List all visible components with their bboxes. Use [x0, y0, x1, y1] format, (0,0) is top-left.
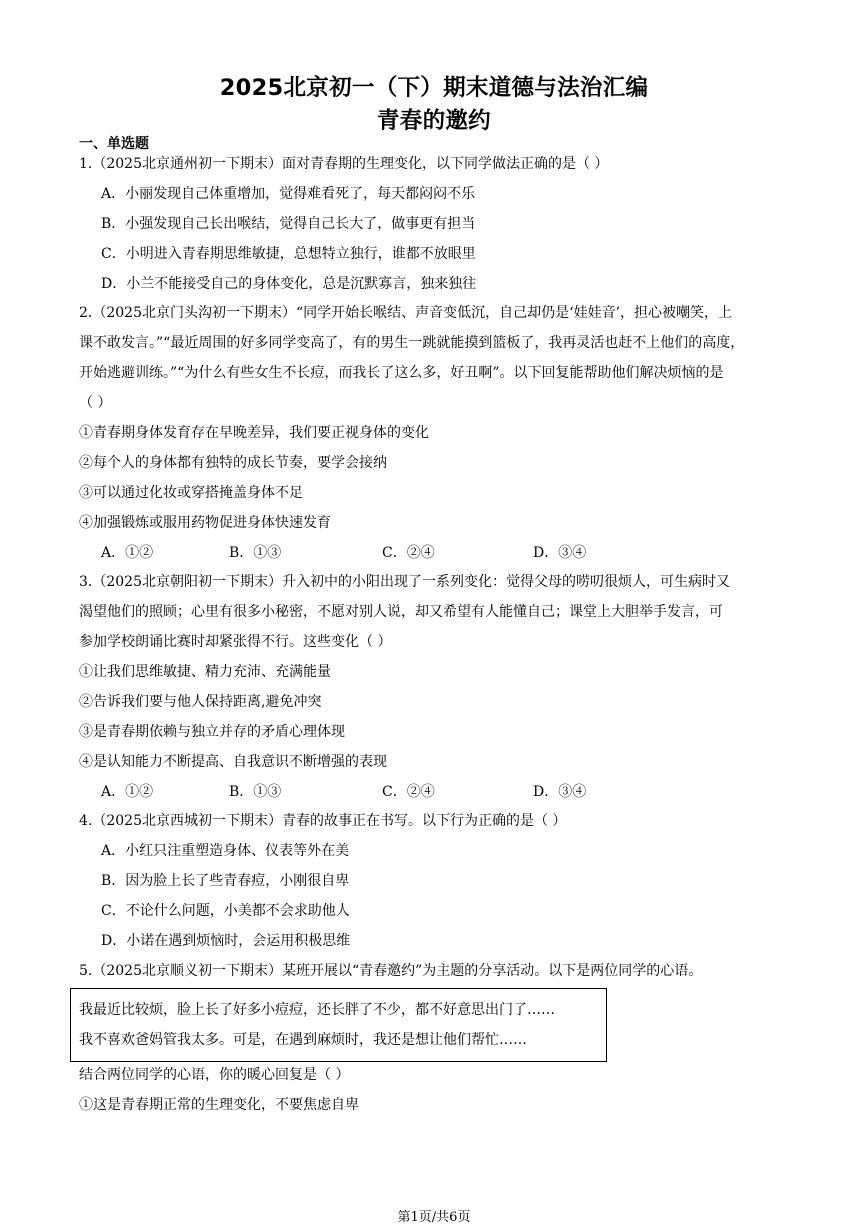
page-footer: 第1页/共6页 [397, 1210, 471, 1225]
question-4-option-c: C．不论什么问题，小美都不会求助他人 [101, 903, 350, 919]
question-3-stem-line-3: 参加学校朗诵比赛时却紧张得不行。这些变化（ ） [79, 634, 392, 650]
question-2-option-d: D．③④ [533, 545, 587, 561]
quote-box-line-1: 我最近比较烦，脸上长了好多小痘痘，还长胖了不少，都不好意思出门了…… [79, 1002, 555, 1018]
question-2-option-c: C．②④ [382, 545, 435, 561]
question-3-statement-3: ③是青春期依赖与独立并存的矛盾心理体现 [79, 724, 345, 740]
question-2-statement-4: ④加强锻炼或服用药物促进身体快速发育 [79, 515, 331, 531]
question-3-stem-line-2: 渴望他们的照顾；心里有很多小秘密，不愿对别人说，却又希望有人能懂自己；课堂上大胆举手发言，可 [79, 604, 723, 620]
question-1-option-a: A．小丽发现自己体重增加，觉得难看死了，每天都闷闷不乐 [101, 186, 476, 202]
question-3-stem-line-1: 3.（2025北京朝阳初一下期末）升入初中的小阳出现了一系列变化：觉得父母的唠叨很烦人，可生病时又 [79, 574, 730, 590]
question-4-option-d: D．小诺在遇到烦恼时，会运用积极思维 [101, 933, 351, 949]
question-4-option-a: A．小红只注重塑造身体、仪表等外在美 [101, 843, 350, 859]
question-3-statement-1: ①让我们思维敏捷、精力充沛、充满能量 [79, 664, 331, 680]
question-1-option-c: C．小明进入青春期思维敏捷，总想特立独行，谁都不放眼里 [101, 246, 476, 262]
question-3-statement-4: ④是认知能力不断提高、自我意识不断增强的表现 [79, 754, 387, 770]
question-3-option-b: B．①③ [229, 784, 282, 800]
document-subtitle: 青春的邀约 [376, 108, 491, 134]
question-3-statement-2: ②告诉我们要与他人保持距离,避免冲突 [79, 694, 322, 710]
question-5-statement-1: ①这是青春期正常的生理变化，不要焦虑自卑 [79, 1097, 359, 1113]
question-1-option-b: B．小强发现自己长出喉结，觉得自己长大了，做事更有担当 [101, 216, 476, 232]
question-5-stem: 5.（2025北京顺义初一下期末）某班开展以“青春邀约”为主题的分享活动。以下是两位同学的心语。 [79, 963, 703, 979]
question-2-stem-line-2: 课不敢发言。”“最近周围的好多同学变高了，有的男生一跳就能摸到篮板了，我再灵活也赶不上他们的高度， [79, 335, 745, 351]
question-2-statement-3: ③可以通过化妆或穿搭掩盖身体不足 [79, 485, 303, 501]
question-2-statement-2: ②每个人的身体都有独特的成长节奏，要学会接纳 [79, 455, 387, 471]
question-2-option-b: B．①③ [229, 545, 282, 561]
question-2-option-a: A．①② [101, 545, 154, 561]
question-2-statement-1: ①青春期身体发育存在早晚差异，我们要正视身体的变化 [79, 425, 429, 441]
question-1-stem: 1.（2025北京通州初一下期末）面对青春期的生理变化，以下同学做法正确的是（ ） [79, 156, 609, 172]
section-heading: 一、单选题 [79, 136, 149, 152]
question-2-stem-line-3: 开始逃避训练。”“为什么有些女生不长痘，而我长了这么多，好丑啊”。以下回复能帮助他们解决烦恼的是 [79, 365, 724, 381]
document-title: 2025北京初一（下）期末道德与法治汇编 [219, 75, 649, 101]
question-2-stem-line-4: （ ） [79, 395, 112, 411]
question-3-option-a: A．①② [101, 784, 154, 800]
question-3-option-c: C．②④ [382, 784, 435, 800]
question-2-stem-line-1: 2.（2025北京门头沟初一下期末）“同学开始长喉结、声音变低沉，自己却仍是‘娃娃音’，担心被嘲笑，上 [79, 305, 733, 321]
question-3-option-d: D．③④ [533, 784, 587, 800]
question-5-prompt: 结合两位同学的心语，你的暖心回复是（ ） [79, 1067, 350, 1083]
quote-box [70, 988, 607, 1062]
question-4-stem: 4.（2025北京西城初一下期末）青春的故事正在书写。以下行为正确的是（ ） [79, 813, 567, 829]
question-1-option-d: D．小兰不能接受自己的身体变化，总是沉默寡言，独来独往 [101, 276, 477, 292]
quote-box-line-2: 我不喜欢爸妈管我太多。可是，在遇到麻烦时，我还是想让他们帮忙…… [79, 1032, 527, 1048]
question-4-option-b: B．因为脸上长了些青春痘，小刚很自卑 [101, 873, 350, 889]
